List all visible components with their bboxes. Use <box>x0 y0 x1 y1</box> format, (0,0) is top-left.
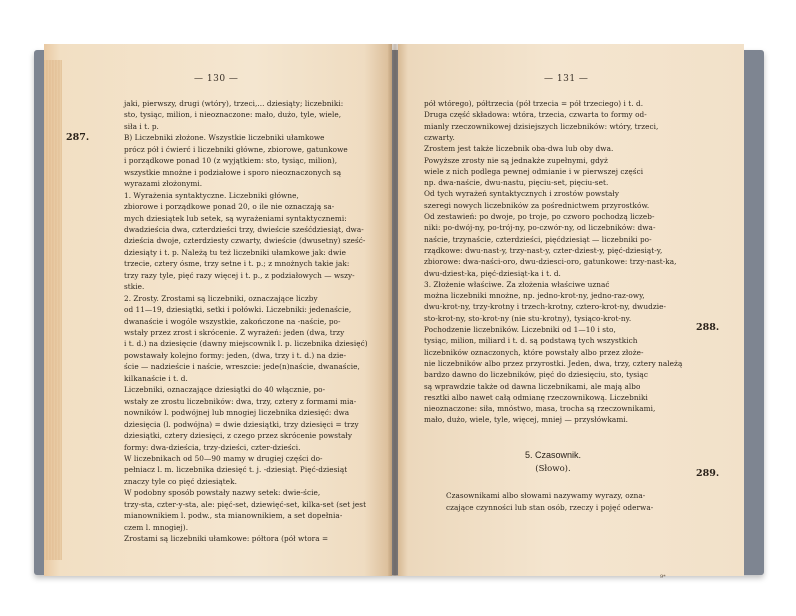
text-line: dwu-krot-ny, trzy-krotny i trzech-krotny, cztero-krot-ny, dwudzie- <box>424 302 666 312</box>
text-line: sto-krot-ny, sto-krot-ny (nie stu-krotny), tysiąco-krot-ny. <box>424 313 632 323</box>
text-line: trzy razy tyle, pięć razy więcej i t. p., z podziałowych — wszy- <box>124 270 355 280</box>
text-line: jaki, pierwszy, drugi (wtóry), trzeci,... dziesiąty; liczebniki: <box>124 99 344 108</box>
text-line: Od tych wyrażeń syntaktycznych i zrostów powstały <box>424 189 619 199</box>
page-number-131: — 131 — <box>544 74 589 84</box>
text-line: wszystkie mnożne i podziałowe i sporo nieoznaczonych są <box>124 167 342 177</box>
section-subtitle: (Słowo). <box>535 464 571 474</box>
text-line: sto, tysiąc, milion, i nieoznaczone: mało, dużo, tyle, wiele, <box>124 110 342 120</box>
text-line: dziesiątki, cztery dziesięci, z czego przez skrócenie powstały <box>124 431 352 441</box>
text-line: szeregi nowych liczebników za pośrednictwem przyrostków. <box>424 200 650 210</box>
text-line: znaczy tyle co pięć dziesiątek. <box>124 476 237 486</box>
page-edges <box>44 60 62 560</box>
text-line: dwadzieścia dwa, czterdzieści trzy, dwieście sześćdziesiąt, dwa- <box>124 224 364 234</box>
text-line: siła i t. p. <box>124 121 159 131</box>
text-line: wstały ze zrostu liczebników: dwa, trzy, cztery z formami mia- <box>124 396 357 406</box>
text-line: W podobny sposób powstały nazwy setek: dwie-ście, <box>124 488 321 498</box>
text-line: Liczebniki, oznaczające dziesiątki do 40 włącznie, po- <box>124 385 326 395</box>
text-line: mych dziesiątek lub setek, są wyrażeniami syntaktycznemi: <box>124 213 347 223</box>
margin-number-287: 287. <box>66 132 90 143</box>
text-line: wstały przez zrost i skrócenie. Z wyrażeń: jeden (dwa, trzy <box>124 328 345 337</box>
text-line: B) Liczebniki złożone. Wszystkie liczebniki ułamkowe <box>124 133 325 143</box>
page-number-130: — 130 — <box>194 74 239 84</box>
text-line: czem l. mnogiej). <box>124 522 189 532</box>
text-line: nowników l. podwójnej lub mnogiej liczebnika dziesięć: dwa <box>124 408 350 418</box>
text-line: trzecie, cztery ósme, trzy setne i t. p.; z mnożnych takie jak: <box>124 259 350 269</box>
text-line: dwu-dziest-ka, pięć-dziesiąt-ka i t. d. <box>424 268 561 278</box>
text-line: czwarty. <box>424 132 455 142</box>
section-title: 5. Czasownik. <box>524 450 582 460</box>
text-line: 1. Wyrażenia syntaktyczne. Liczebniki główne, <box>124 190 299 200</box>
text-line: kilkanaście i t. d. <box>124 373 188 383</box>
text-line: ście — nadzieście i naście, wreszcie: jede(n)naście, dwanaście, <box>124 362 360 372</box>
text-line: liczebników oznaczonych, które powstały albo przez złoże- <box>424 347 644 357</box>
text-line: rządkowe: dwu-nast-y, trzy-nast-y, czter-dziest-y, pięć-dziesiąt-y, <box>424 245 663 255</box>
text-line: dziesięcia (l. podwójna) = dwie dziesiątki, trzy dziesięci = trzy <box>124 419 359 429</box>
text-line: dziesiąty i t. p. Należą tu też liczebniki ułamkowe jak: dwie <box>124 247 346 257</box>
text-line: wiele z nich podlega pewnej odmianie i w pierwszej części <box>424 166 644 176</box>
text-line: powstawały kolejno formy: jeden, (dwa, trzy i t. d.) na dzie- <box>124 350 347 360</box>
margin-number-288: 288. <box>696 322 720 333</box>
text-line: Zrostami są liczebniki ułamkowe: półtora (pół wtora = <box>124 534 329 544</box>
text-line: np. dwa-naście, dwu-nastu, pięciu-set, pięciu-set. <box>424 178 609 188</box>
text-line: pełniacz l. m. liczebnika dziesięć t. j. -dziesiąt. Pięć-dziesiąt <box>124 465 348 475</box>
text-line: Druga część składowa: wtóra, trzecia, czwarta to formy od- <box>424 110 647 120</box>
text-line: formy: dwa-dzieścia, trzy-dzieści, czter-dzieści. <box>124 442 301 452</box>
text-line: Powyższe zrosty nie są jednakże zupełnymi, gdyż <box>424 155 608 165</box>
text-line: 3. Złożenie właściwe. Za złożenia właściwe uznać <box>424 279 610 289</box>
text-line: mianownikiem l. podw., sta mianownikiem, a set dopełnia- <box>124 511 343 521</box>
text-line: Czasownikami albo słowami nazywamy wyrazy, ozna- <box>446 491 646 500</box>
text-line: bardzo dawno do liczebników, pięć do dziesięciu, sto, tysiąc <box>424 370 648 380</box>
text-line: prócz pół i ćwierć i liczebniki główne, zbiorowe, gatunkowe <box>124 144 348 154</box>
margin-number-289: 289. <box>696 468 720 479</box>
left-page <box>44 44 392 576</box>
text-line: Od zestawień: po dwoje, po troje, po czworo pochodzą liczeb- <box>424 212 655 221</box>
text-line: zbiorowe i porządkowe ponad 20, o ile nie oznaczają sa- <box>124 202 335 212</box>
text-line: wyrazami złożonymi. <box>124 179 203 189</box>
text-line: nieoznaczone: siła, mnóstwo, masa, trocha są rzeczownikami, <box>424 404 656 414</box>
text-line: nie liczebników albo przez przyrostki. Jeden, dwa, trzy, cztery należą <box>424 358 683 368</box>
text-line: naście, trzynaście, czterdzieści, pięćdziesiąt — liczebniki po- <box>424 234 652 244</box>
text-line: pół wtórego), półtrzecia (pół trzecia = pół trzeciego) i t. d. <box>424 99 644 108</box>
text-line: dzieścia dwoje, czterdziesty czwarty, dwieście (dwusetny) sześć- <box>124 236 366 246</box>
text-line: trzy-sta, czter-y-sta, ale: pięć-set, dziewięć-set, kilka-set (set jest <box>124 499 367 509</box>
text-line: są wprawdzie także od dawna liczebnikami, ale mają albo <box>424 381 641 391</box>
text-line: czające czynności lub stan osób, rzeczy i pojęć oderwa- <box>446 503 654 512</box>
text-line: stkie. <box>124 282 145 292</box>
text-line: mianly rzeczownikowej dzisiejszych liczebników: wtóry, trzeci, <box>424 121 659 131</box>
text-line: można liczebniki mnożne, np. jedno-krot-ny, jedno-raz-owy, <box>424 291 645 301</box>
text-line: dwanaście i wogóle wszystkie, zakończone na -naście, po- <box>124 316 341 326</box>
text-line: i porządkowe ponad 10 (z wyjątkiem: sto, tysiąc, milion), <box>124 156 338 166</box>
signature-mark: 9* <box>660 574 666 580</box>
text-line: od 11—19, dziesiątki, setki i połówki. Liczebniki: jedenaście, <box>124 305 352 315</box>
text-line: zbiorowe: dwa-naści-oro, dwu-dziesci-oro, gatunkowe: trzy-nast-ka, <box>424 257 677 267</box>
text-line: W liczebnikach od 50—90 mamy w drugiej części do- <box>124 453 323 463</box>
text-line: niki: po-dwój-ny, po-trój-ny, po-czwór-ny, od liczebników: dwa- <box>424 223 656 233</box>
text-line: resztki albo nawet całą odmianę rzeczownikową. Liczebniki <box>424 392 648 402</box>
text-line: i t. d.) na dziesięcie (dawny miejscownik l. p. liczebnika dziesięć) <box>124 339 368 349</box>
text-line: mało, dużo, wiele, tyle, więcej, mniej — przysłówkami. <box>424 415 629 425</box>
text-line: Pochodzenie liczebników. Liczebniki od 1—10 i sto, <box>424 325 616 334</box>
text-line: tysiąc, milion, miliard i t. d. są podstawą tych wszystkich <box>424 336 638 346</box>
text-line: Zrostem jest także liczebnik oba-dwa lub oby dwa. <box>424 144 614 154</box>
text-line: 2. Zrosty. Zrostami są liczebniki, oznaczające liczby <box>124 293 318 303</box>
right-page <box>398 44 744 580</box>
